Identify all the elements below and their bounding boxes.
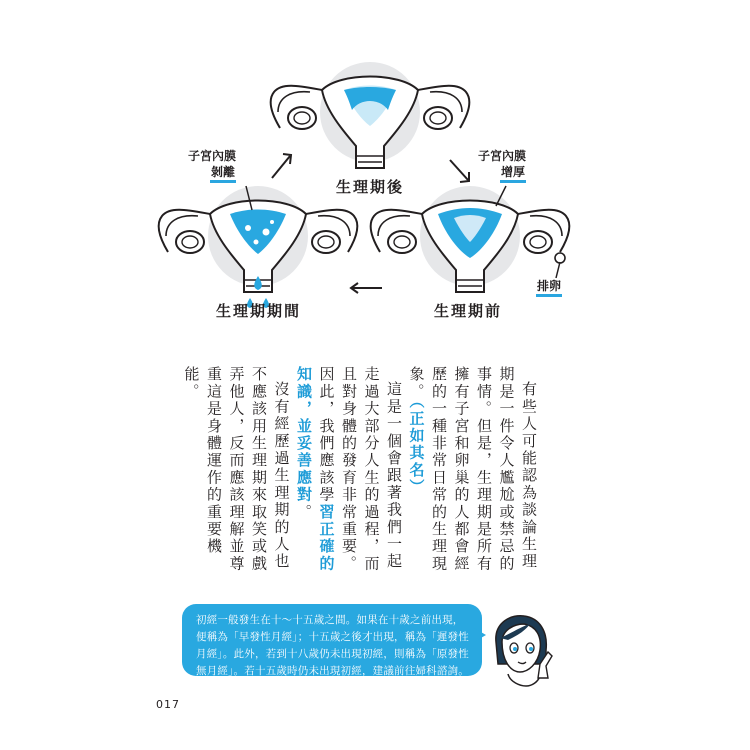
menstrual-cycle-diagram <box>0 0 750 340</box>
stage-label-before: 生理期前 <box>434 302 503 320</box>
character-avatar <box>486 612 556 690</box>
stage-label-during: 生理期期間 <box>216 302 302 320</box>
callout-thickening-line1: 子宮內膜 <box>478 149 527 163</box>
callout-thickening <box>478 148 526 183</box>
paragraph-2-text-b: 。 <box>295 503 313 521</box>
paragraph-2-highlight: 習正確的知識，並妥善應對 <box>295 366 336 573</box>
page-number: 017 <box>156 698 180 711</box>
uterus-before <box>371 186 570 292</box>
paragraph-2-text-a: 這是一個會跟著我們一起走過大部分人生的過程，而且對身體的發育非常重要。因此，我們應該學 <box>317 366 403 573</box>
callout-thickening-line2: 增厚 <box>500 164 526 183</box>
callout-shedding-line1: 子宮內膜 <box>188 149 237 163</box>
callout-shedding-line2: 剝離 <box>210 164 236 183</box>
paragraph-1-highlight: （正如其名） <box>407 400 426 497</box>
paragraph-1-text: 有些人可能認為談論生理期是一件令人尷尬或禁忌的事情。但是，生理期是所有擁有子宮和卵巢的人都會經歷的一種非常日常的生理現象。 <box>407 366 538 573</box>
callout-shedding <box>188 148 236 183</box>
uterus-after <box>271 62 470 168</box>
uterus-during <box>159 186 358 308</box>
speech-bubble-tail <box>474 628 486 642</box>
paragraph-3: 沒有經歷過生理期的人也不應該用生理期來取笑或戲弄他人，反而應該理解並尊重這是身體運作的重要機能。 <box>182 366 291 573</box>
paragraph-2 <box>293 366 406 586</box>
info-speech-bubble: 初經一般發生在十～十五歲之間。如果在十歲之前出現，便稱為「早發性月經」；十五歲之後才出現，稱為「遲發性月經」。此外，若到十八歲仍未出現初經，則稱為「原發性無月經」。若十五歲時仍未出現初經，建議前往婦科諮詢。 <box>182 604 482 676</box>
callout-ovulation <box>536 278 562 297</box>
body-text <box>180 366 540 586</box>
paragraph-1 <box>405 366 540 586</box>
stage-label-after: 生理期後 <box>336 178 405 196</box>
callout-ovulation-label: 排卵 <box>536 278 562 297</box>
